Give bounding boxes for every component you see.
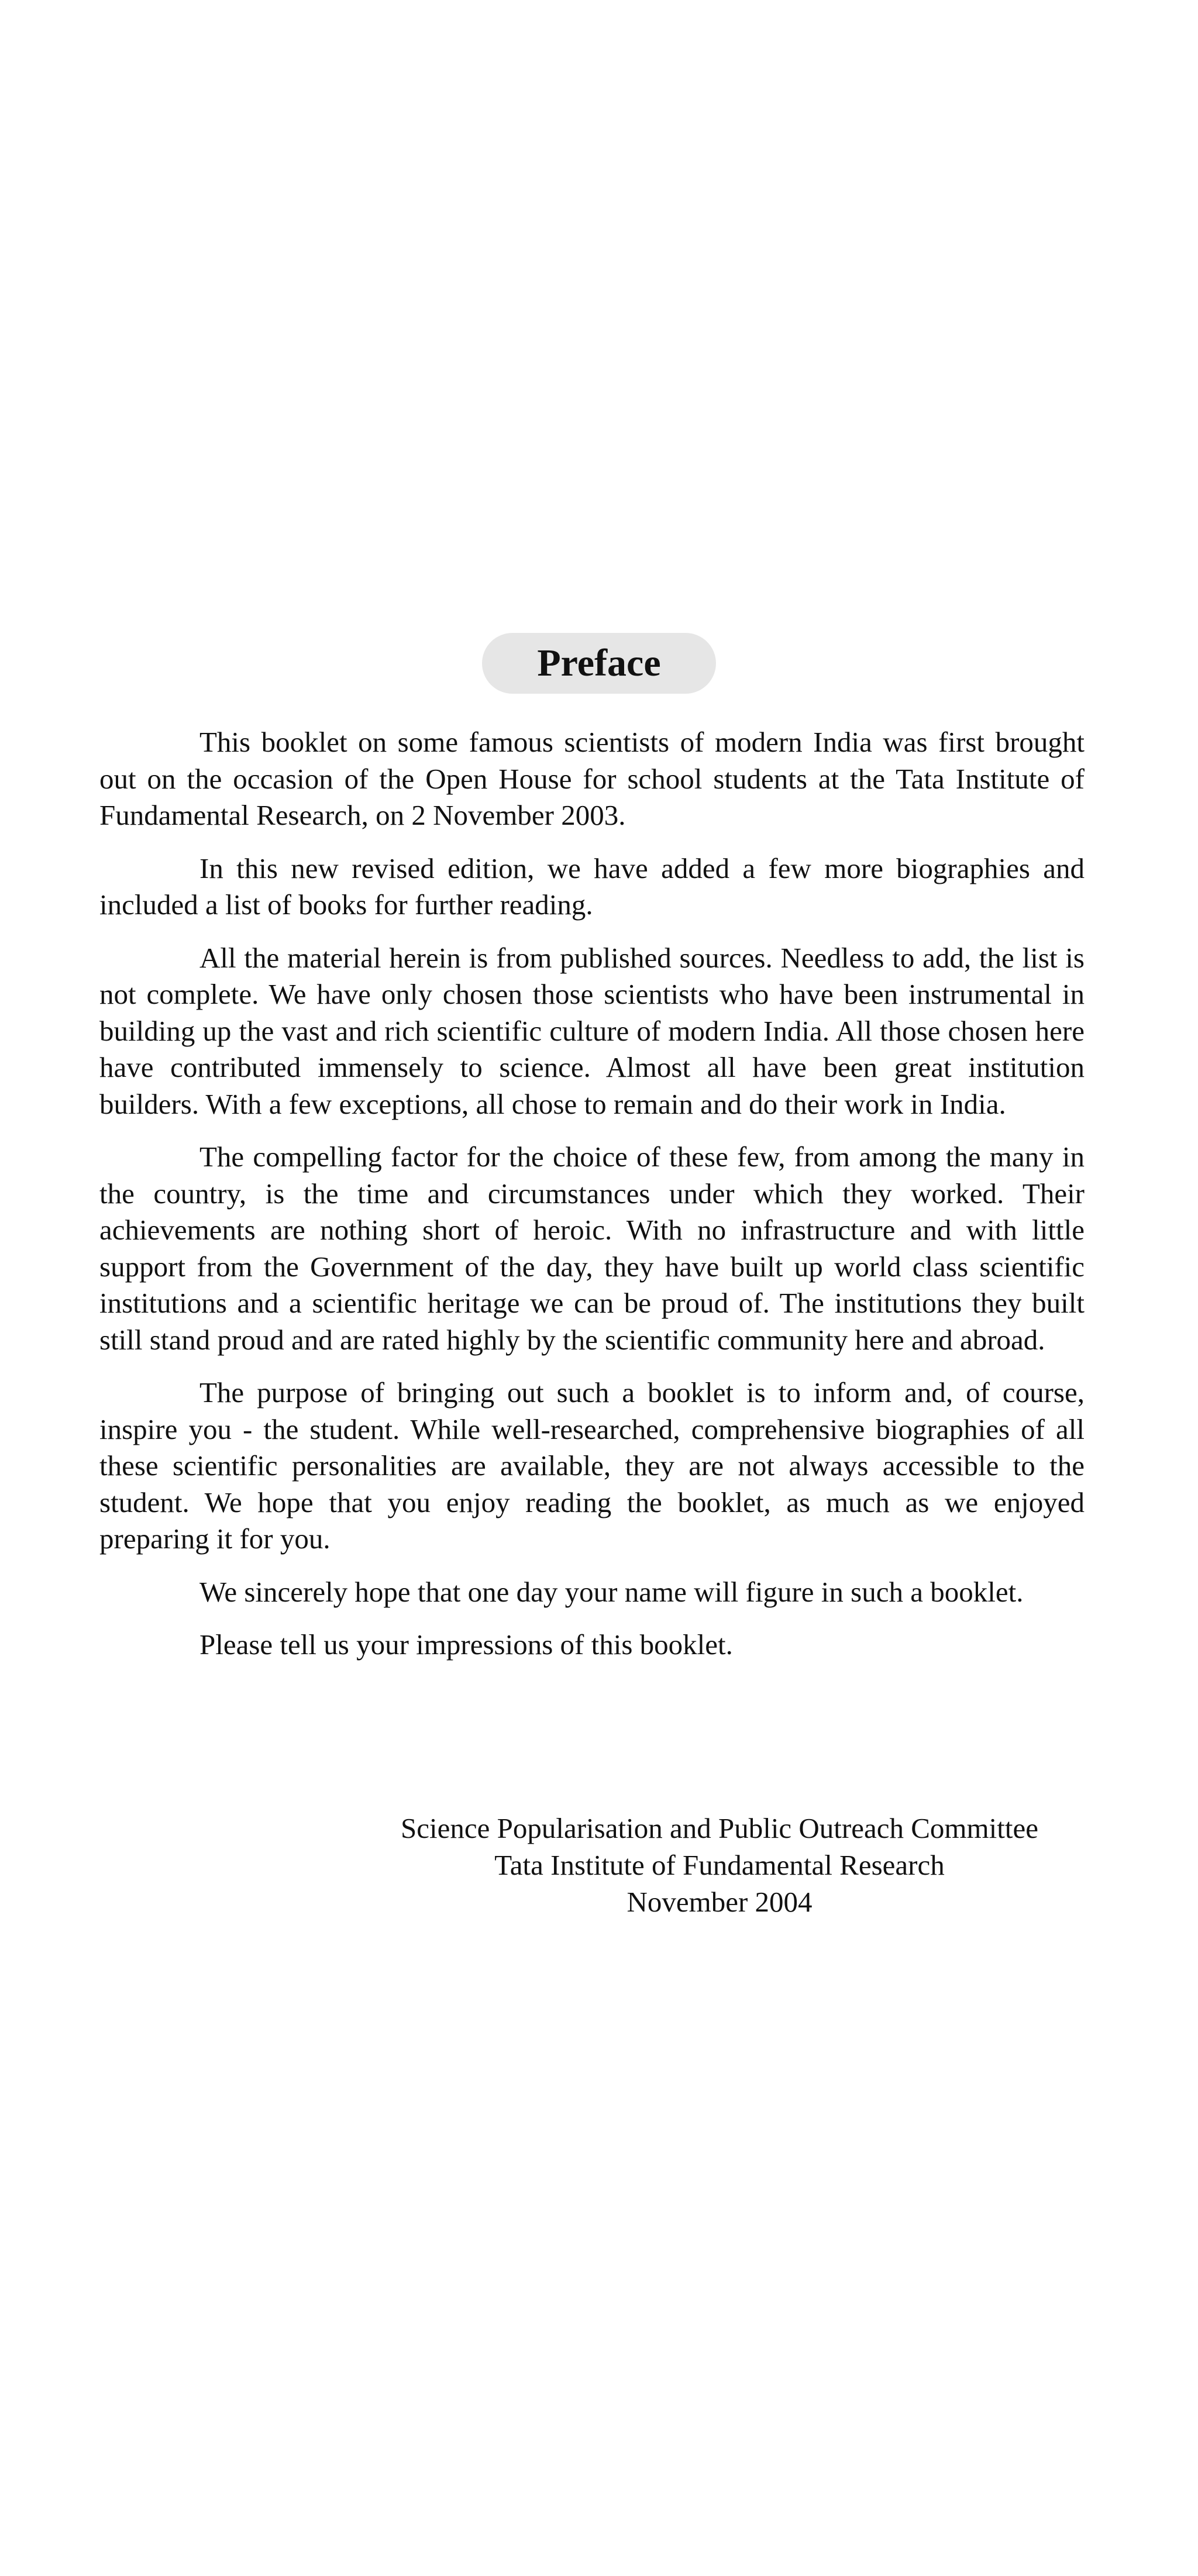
signature-committee: Science Popularisation and Public Outreach Committee [401,1812,1038,1844]
signature-date: November 2004 [626,1886,813,1918]
paragraph-sources: All the material herein is from published sources. Needless to add, the list is not complete. We have only chosen those scientists who have been instrumental in building up the vast and rich scientific culture of modern India. All those chosen here have contributed immensely to science. Almost all have been great institution builders. With a few exceptions, all chose to remain and do their work in India. [99,941,1085,1120]
paragraph-hope: We sincerely hope that one day your name will figure in such a booklet. [199,1575,1024,1608]
signature-institute: Tata Institute of Fundamental Research [494,1849,945,1881]
signature-block [316,1810,1123,1920]
preface-body [99,724,1085,1680]
paragraph-compelling-factor: The compelling factor for the choice of these few, from among the many in the country, is the time and circumstances under which they worked. Their achievements are nothing short of heroic. With no infrastructure and with little support from the Government of the day, they have built up world class scientific institutions and a scientific heritage we can be proud of. The institutions they built still stand proud and are rated highly by the scientific community here and abroad. [99,1141,1085,1356]
title-container [0,633,1198,694]
paragraph-intro: This booklet on some famous scientists of modern India was first brought out on the occasion of the Open House for school students at the Tata Institute of Fundamental Research, on 2 November 2003. [99,726,1085,831]
paragraph-impressions: Please tell us your impressions of this booklet. [199,1628,733,1661]
paragraph-revised-edition: In this new revised edition, we have added a few more biographies and included a list of books for further reading. [99,852,1085,921]
page-title: Preface [482,633,716,694]
paragraph-purpose: The purpose of bringing out such a booklet is to inform and, of course, inspire you - the student. While well-researched, comprehensive biographies of all these scientific personalities are available, they are not always accessible to the student. We hope that you enjoy reading the booklet, as much as we enjoyed preparing it for you. [99,1376,1085,1555]
